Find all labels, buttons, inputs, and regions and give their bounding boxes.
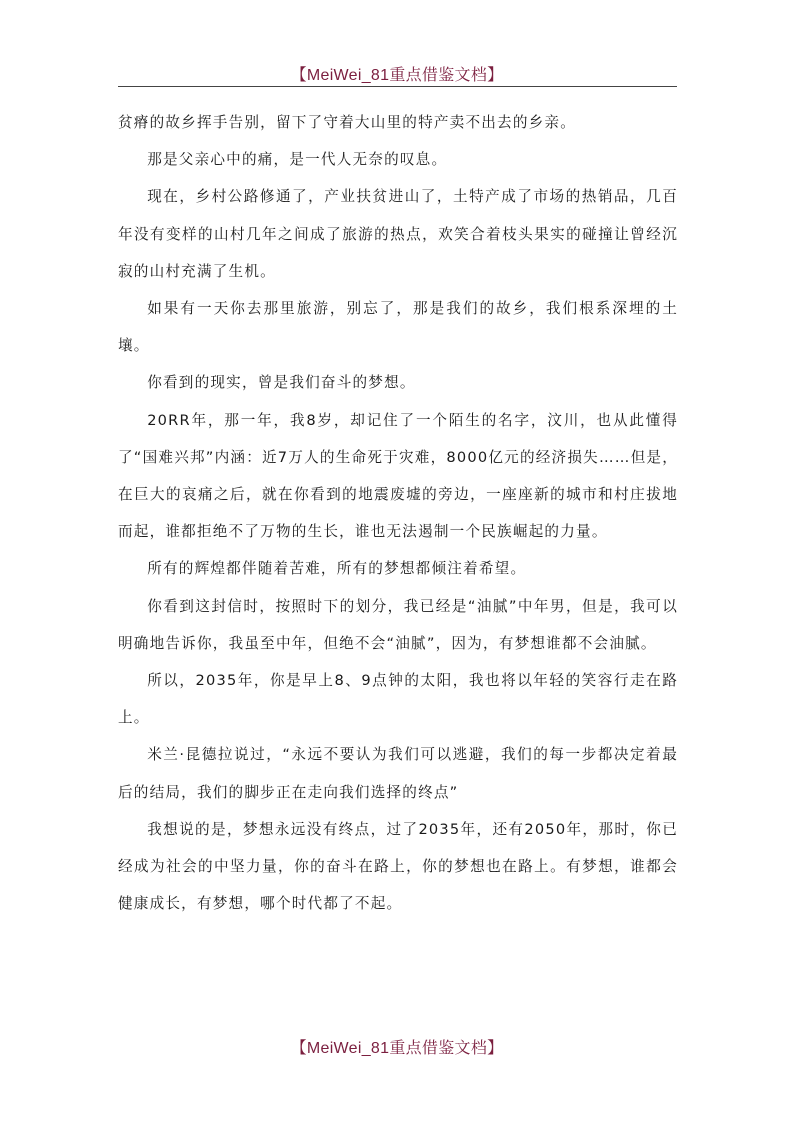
paragraph: 所以，2035年，你是早上8、9点钟的太阳，我也将以年轻的笑容行走在路上。: [118, 672, 678, 727]
paragraph: 现在，乡村公路修通了，产业扶贫进山了，土特产成了市场的热销品，几百年没有变样的山村几年之间成了旅游的热点，欢笑合着枝头果实的碰撞让曾经沉寂的山村充满了生机。: [118, 188, 678, 280]
paragraph: 你看到的现实，曾是我们奋斗的梦想。: [147, 374, 416, 392]
header-divider: [118, 86, 677, 87]
page-header: 【MeiWei_81重点借鉴文档】: [290, 67, 504, 84]
paragraph: 贫瘠的故乡挥手告别，留下了守着大山里的特产卖不出去的乡亲。: [118, 114, 577, 131]
paragraph: 那是父亲心中的痛，是一代人无奈的叹息。: [147, 151, 448, 169]
paragraph: 你看到这封信时，按照时下的划分，我已经是“油腻”中年男，但是，我可以明确地告诉你，我虽至中年，但绝不会“油腻”，因为，有梦想谁都不会油腻。: [118, 597, 678, 652]
paragraph: 如果有一天你去那里旅游，别忘了，那是我们的故乡，我们根系深埋的土壤。: [118, 300, 678, 355]
body-text: [118, 104, 678, 922]
paragraph: 所有的辉煌都伴随着苦难，所有的梦想都倾注着希望。: [147, 560, 527, 578]
page-footer: 【MeiWei_81重点借鉴文档】: [290, 1040, 504, 1057]
paragraph: 米兰·昆德拉说过，“永远不要认为我们可以逃避，我们的每一步都决定着最后的结局，我们的脚步正在走向我们选择的终点”: [118, 746, 678, 801]
paragraph: 我想说的是，梦想永远没有终点，过了2035年，还有2050年，那时，你已经成为社会的中坚力量，你的奋斗在路上，你的梦想也在路上。有梦想，谁都会健康成长，有梦想，哪个时代都了不起。: [118, 820, 678, 913]
paragraph: 20RR年，那一年，我8岁，却记住了一个陌生的名字，汶川，也从此懂得了“国难兴邦”内涵：近7万人的生命死于灾难，8000亿元的经济损失……但是，在巨大的哀痛之后，就在你看到的地震废墟的旁边，一座座新的城市和村庄拔地而起，谁都拒绝不了万物的生长，谁也无法遏制一个民族崛起的力量。: [118, 411, 678, 541]
